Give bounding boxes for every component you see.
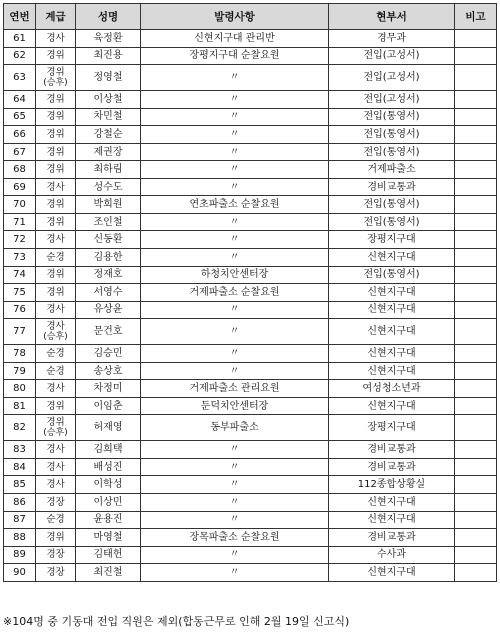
cell-order: 〃 — [141, 511, 329, 529]
table-row — [4, 266, 497, 284]
rank-label: 경장 — [46, 496, 65, 508]
cell-name: 윤용진 — [76, 511, 141, 529]
cell-order: 〃 — [141, 143, 329, 161]
cell-rank — [36, 511, 76, 529]
rank-label: 경사 — [46, 32, 65, 44]
cell-no: 66 — [4, 126, 36, 144]
cell-no: 81 — [4, 397, 36, 415]
cell-name: 서영수 — [76, 284, 141, 302]
cell-remark — [455, 415, 497, 441]
rank-label: 경위 — [46, 164, 65, 176]
cell-order: 동부파출소 — [141, 415, 329, 441]
cell-remark — [455, 458, 497, 476]
rank-label: 경사 — [46, 461, 65, 473]
cell-rank — [36, 213, 76, 231]
cell-name: 정재호 — [76, 266, 141, 284]
table-row — [4, 319, 497, 345]
table-row — [4, 458, 497, 476]
cell-current-dept: 전입(통영서) — [329, 108, 455, 126]
cell-remark — [455, 91, 497, 109]
rank-label: 경위 — [46, 128, 65, 140]
cell-no: 69 — [4, 178, 36, 196]
rank-label: 경위 — [46, 400, 65, 412]
cell-current-dept: 전입(고성서) — [329, 65, 455, 91]
cell-remark — [455, 213, 497, 231]
cell-order: 연초파출소 순찰요원 — [141, 196, 329, 214]
rank-label: 경위 — [46, 67, 65, 79]
table-row — [4, 161, 497, 179]
table-row — [4, 231, 497, 249]
cell-no: 63 — [4, 65, 36, 91]
cell-rank — [36, 362, 76, 380]
table-row — [4, 494, 497, 512]
cell-current-dept: 장평지구대 — [329, 231, 455, 249]
cell-remark — [455, 494, 497, 512]
cell-order: 신현지구대 관리반 — [141, 30, 329, 48]
cell-no: 89 — [4, 546, 36, 564]
cell-rank — [36, 65, 76, 91]
cell-rank — [36, 249, 76, 267]
cell-no: 76 — [4, 301, 36, 319]
table-row — [4, 362, 497, 380]
cell-order: 둔덕치안센터장 — [141, 397, 329, 415]
cell-current-dept: 전입(통영서) — [329, 143, 455, 161]
table-row — [4, 415, 497, 441]
cell-no: 87 — [4, 511, 36, 529]
cell-no: 72 — [4, 231, 36, 249]
rank-label: 경위 — [46, 269, 65, 281]
cell-current-dept: 신현지구대 — [329, 511, 455, 529]
cell-name: 송상호 — [76, 362, 141, 380]
cell-current-dept: 경비교통과 — [329, 441, 455, 459]
header-no: 연번 — [4, 4, 36, 30]
cell-rank — [36, 564, 76, 582]
cell-order: 〃 — [141, 546, 329, 564]
cell-no: 71 — [4, 213, 36, 231]
cell-rank — [36, 47, 76, 65]
cell-current-dept: 경비교통과 — [329, 458, 455, 476]
cell-current-dept: 수사과 — [329, 546, 455, 564]
header-order: 발령사항 — [141, 4, 329, 30]
cell-rank — [36, 319, 76, 345]
rank-label: 경사 — [46, 444, 65, 456]
header-current-dept: 현부서 — [329, 4, 455, 30]
rank-label: 경위 — [46, 93, 65, 105]
rank-label: 순경 — [46, 365, 65, 377]
rank-label: 경위 — [46, 417, 65, 429]
cell-order: 〃 — [141, 161, 329, 179]
cell-rank — [36, 30, 76, 48]
table-row — [4, 91, 497, 109]
table-row — [4, 143, 497, 161]
cell-name: 김승민 — [76, 345, 141, 363]
cell-current-dept: 신현지구대 — [329, 397, 455, 415]
cell-order: 〃 — [141, 494, 329, 512]
cell-name: 육정환 — [76, 30, 141, 48]
cell-name: 조인철 — [76, 213, 141, 231]
cell-order: 〃 — [141, 126, 329, 144]
rank-label: 경위 — [46, 111, 65, 123]
rank-label: 경사 — [46, 383, 65, 395]
cell-rank — [36, 476, 76, 494]
cell-order: 거제파출소 관리요원 — [141, 380, 329, 398]
cell-rank — [36, 546, 76, 564]
cell-no: 88 — [4, 529, 36, 547]
cell-remark — [455, 108, 497, 126]
cell-rank — [36, 345, 76, 363]
cell-remark — [455, 345, 497, 363]
cell-name: 신동환 — [76, 231, 141, 249]
cell-name: 이상철 — [76, 91, 141, 109]
cell-current-dept: 112종합상황실 — [329, 476, 455, 494]
cell-rank — [36, 178, 76, 196]
cell-current-dept: 거제파출소 — [329, 161, 455, 179]
cell-no: 82 — [4, 415, 36, 441]
rank-label: 경위 — [46, 216, 65, 228]
cell-order: 〃 — [141, 108, 329, 126]
table-row — [4, 213, 497, 231]
table-row — [4, 564, 497, 582]
table-row — [4, 529, 497, 547]
cell-name: 허재영 — [76, 415, 141, 441]
cell-remark — [455, 30, 497, 48]
rank-label: 경장 — [46, 566, 65, 578]
cell-current-dept: 신현지구대 — [329, 284, 455, 302]
cell-order: 〃 — [141, 231, 329, 249]
cell-order: 〃 — [141, 458, 329, 476]
table-row — [4, 301, 497, 319]
cell-rank — [36, 266, 76, 284]
cell-no: 84 — [4, 458, 36, 476]
cell-remark — [455, 47, 497, 65]
cell-current-dept: 여성청소년과 — [329, 380, 455, 398]
cell-order: 장목파출소 순찰요원 — [141, 529, 329, 547]
cell-order: 〃 — [141, 301, 329, 319]
rank-promotion-note: (승후) — [43, 332, 68, 343]
rank-label: 경위 — [46, 146, 65, 158]
cell-current-dept: 신현지구대 — [329, 319, 455, 345]
cell-rank — [36, 108, 76, 126]
cell-no: 68 — [4, 161, 36, 179]
table-row — [4, 511, 497, 529]
cell-rank — [36, 196, 76, 214]
cell-no: 75 — [4, 284, 36, 302]
cell-name: 최하림 — [76, 161, 141, 179]
cell-current-dept: 경비교통과 — [329, 178, 455, 196]
cell-name: 정영철 — [76, 65, 141, 91]
cell-remark — [455, 362, 497, 380]
rank-label: 경사 — [46, 321, 65, 333]
cell-remark — [455, 65, 497, 91]
cell-no: 90 — [4, 564, 36, 582]
cell-order: 〃 — [141, 319, 329, 345]
cell-name: 성수도 — [76, 178, 141, 196]
table-row — [4, 126, 497, 144]
cell-rank — [36, 161, 76, 179]
cell-name: 이임춘 — [76, 397, 141, 415]
cell-name: 차민철 — [76, 108, 141, 126]
rank-promotion-note: (승후) — [43, 428, 68, 439]
cell-remark — [455, 231, 497, 249]
cell-no: 70 — [4, 196, 36, 214]
rank-label: 경사 — [46, 181, 65, 193]
table-row — [4, 47, 497, 65]
cell-rank — [36, 301, 76, 319]
rank-label: 순경 — [46, 251, 65, 263]
cell-rank — [36, 380, 76, 398]
table-row — [4, 546, 497, 564]
cell-name: 박희원 — [76, 196, 141, 214]
cell-remark — [455, 319, 497, 345]
cell-remark — [455, 126, 497, 144]
footnote: ※104명 중 기동대 전입 직원은 제외(합동근무로 인해 2월 19일 신고식) — [3, 615, 350, 628]
cell-name: 강철순 — [76, 126, 141, 144]
rank-label: 경장 — [46, 549, 65, 561]
table-header-row — [4, 4, 497, 30]
cell-remark — [455, 178, 497, 196]
rank-label: 경위 — [46, 50, 65, 62]
cell-current-dept: 장평지구대 — [329, 415, 455, 441]
cell-rank — [36, 126, 76, 144]
rank-label: 경위 — [46, 199, 65, 211]
cell-order: 〃 — [141, 441, 329, 459]
cell-name: 김용한 — [76, 249, 141, 267]
rank-label: 경위 — [46, 286, 65, 298]
cell-remark — [455, 564, 497, 582]
cell-name: 최진철 — [76, 564, 141, 582]
cell-order: 〃 — [141, 564, 329, 582]
cell-current-dept: 전입(통영서) — [329, 266, 455, 284]
cell-order: 〃 — [141, 65, 329, 91]
cell-current-dept: 신현지구대 — [329, 362, 455, 380]
cell-name: 김희택 — [76, 441, 141, 459]
rank-label: 경사 — [46, 479, 65, 491]
cell-remark — [455, 529, 497, 547]
personnel-table — [3, 3, 497, 582]
rank-label: 경사 — [46, 234, 65, 246]
cell-current-dept: 신현지구대 — [329, 301, 455, 319]
table-body — [4, 30, 497, 582]
table-row — [4, 397, 497, 415]
table-row — [4, 441, 497, 459]
cell-rank — [36, 231, 76, 249]
cell-no: 79 — [4, 362, 36, 380]
cell-current-dept: 전입(고성서) — [329, 91, 455, 109]
header-name: 성명 — [76, 4, 141, 30]
cell-name: 제권장 — [76, 143, 141, 161]
cell-remark — [455, 397, 497, 415]
cell-no: 80 — [4, 380, 36, 398]
cell-remark — [455, 249, 497, 267]
cell-order: 거제파출소 순찰요원 — [141, 284, 329, 302]
cell-current-dept: 신현지구대 — [329, 564, 455, 582]
cell-order: 하청치안센터장 — [141, 266, 329, 284]
cell-current-dept: 전입(통영서) — [329, 213, 455, 231]
cell-current-dept: 경무과 — [329, 30, 455, 48]
cell-name: 차정미 — [76, 380, 141, 398]
cell-no: 83 — [4, 441, 36, 459]
table-row — [4, 476, 497, 494]
table-row — [4, 108, 497, 126]
cell-no: 67 — [4, 143, 36, 161]
cell-no: 74 — [4, 266, 36, 284]
cell-current-dept: 전입(통영서) — [329, 196, 455, 214]
cell-rank — [36, 458, 76, 476]
cell-remark — [455, 196, 497, 214]
cell-order: 〃 — [141, 213, 329, 231]
cell-remark — [455, 511, 497, 529]
cell-name: 이학성 — [76, 476, 141, 494]
cell-rank — [36, 397, 76, 415]
cell-order: 〃 — [141, 345, 329, 363]
cell-name: 이상민 — [76, 494, 141, 512]
cell-remark — [455, 301, 497, 319]
cell-order: 〃 — [141, 178, 329, 196]
cell-rank — [36, 143, 76, 161]
cell-name: 최진용 — [76, 47, 141, 65]
cell-name: 김태헌 — [76, 546, 141, 564]
cell-remark — [455, 380, 497, 398]
cell-remark — [455, 476, 497, 494]
rank-label: 경위 — [46, 531, 65, 543]
cell-order: 〃 — [141, 91, 329, 109]
cell-remark — [455, 546, 497, 564]
cell-name: 배성진 — [76, 458, 141, 476]
cell-no: 64 — [4, 91, 36, 109]
cell-rank — [36, 91, 76, 109]
cell-remark — [455, 266, 497, 284]
cell-remark — [455, 143, 497, 161]
cell-rank — [36, 415, 76, 441]
table-row — [4, 178, 497, 196]
cell-no: 78 — [4, 345, 36, 363]
cell-current-dept: 신현지구대 — [329, 494, 455, 512]
rank-promotion-note: (승후) — [43, 78, 68, 89]
header-remark: 비고 — [455, 4, 497, 30]
cell-no: 62 — [4, 47, 36, 65]
cell-rank — [36, 529, 76, 547]
cell-current-dept: 신현지구대 — [329, 345, 455, 363]
cell-no: 77 — [4, 319, 36, 345]
cell-current-dept: 전입(통영서) — [329, 126, 455, 144]
cell-no: 86 — [4, 494, 36, 512]
cell-rank — [36, 494, 76, 512]
rank-label: 순경 — [46, 347, 65, 359]
cell-rank — [36, 441, 76, 459]
table-row — [4, 249, 497, 267]
cell-remark — [455, 441, 497, 459]
cell-order: 장평지구대 순찰요원 — [141, 47, 329, 65]
cell-rank — [36, 284, 76, 302]
cell-name: 유상윤 — [76, 301, 141, 319]
table-row — [4, 65, 497, 91]
rank-label: 경사 — [46, 304, 65, 316]
cell-current-dept: 경비교통과 — [329, 529, 455, 547]
cell-no: 61 — [4, 30, 36, 48]
table-row — [4, 345, 497, 363]
cell-remark — [455, 161, 497, 179]
cell-remark — [455, 284, 497, 302]
cell-no: 65 — [4, 108, 36, 126]
rank-label: 순경 — [46, 514, 65, 526]
cell-current-dept: 전입(고성서) — [329, 47, 455, 65]
cell-name: 마영철 — [76, 529, 141, 547]
header-rank: 계급 — [36, 4, 76, 30]
cell-current-dept: 신현지구대 — [329, 249, 455, 267]
table-row — [4, 30, 497, 48]
cell-no: 73 — [4, 249, 36, 267]
table-row — [4, 284, 497, 302]
cell-name: 문건호 — [76, 319, 141, 345]
cell-order: 〃 — [141, 249, 329, 267]
cell-no: 85 — [4, 476, 36, 494]
table-row — [4, 380, 497, 398]
cell-order: 〃 — [141, 362, 329, 380]
table-row — [4, 196, 497, 214]
cell-order: 〃 — [141, 476, 329, 494]
